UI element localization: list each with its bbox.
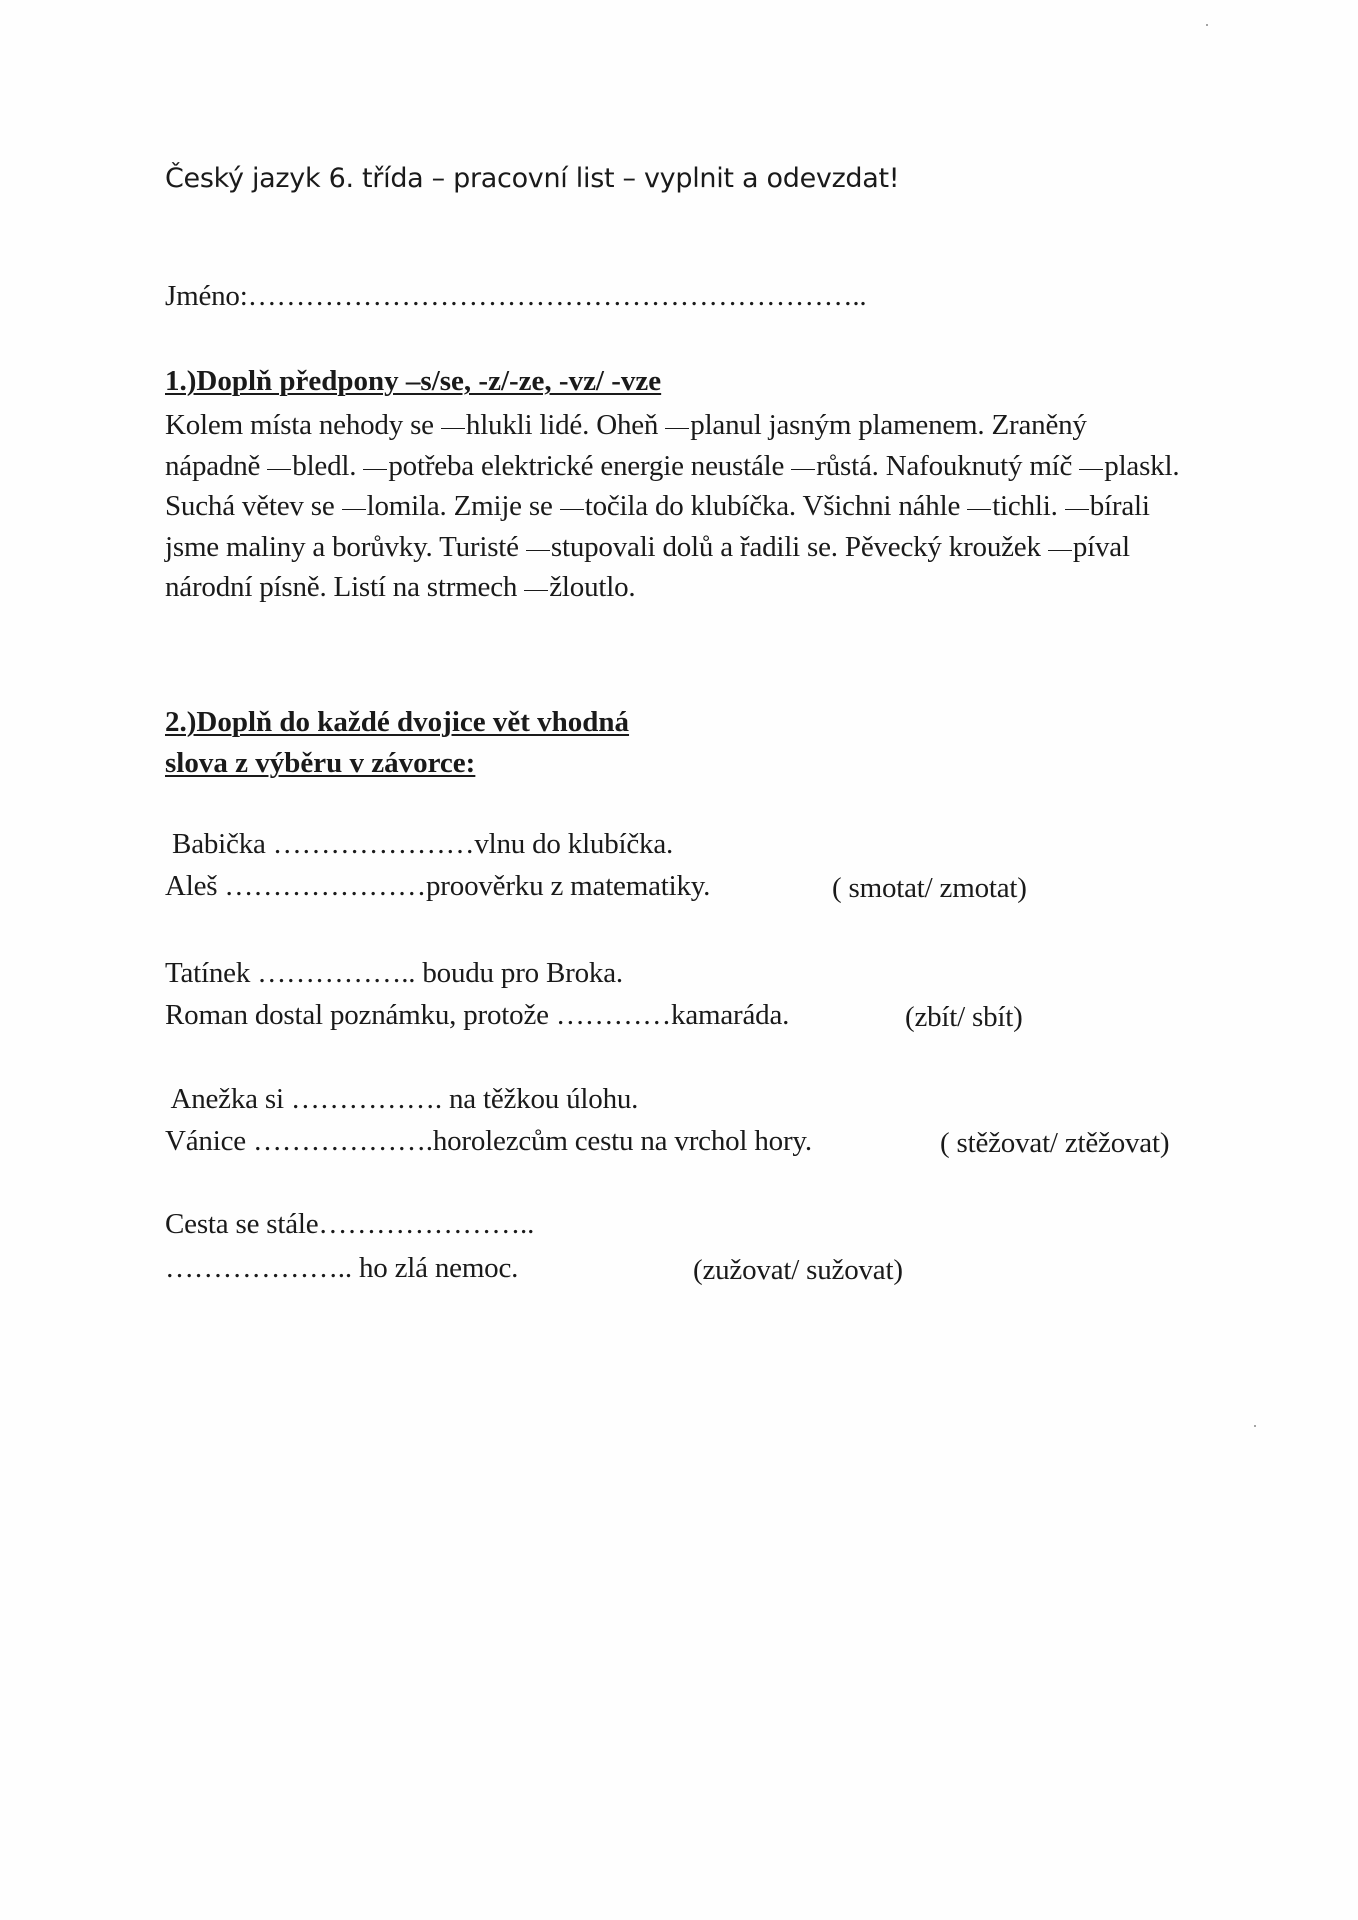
fill-blank	[342, 509, 366, 510]
task1-text: plaskl. Suchá větev se	[165, 449, 1180, 522]
fill-blank	[791, 469, 815, 470]
exercise-sentence: Babička …………………vlnu do klubíčka.	[165, 828, 674, 860]
exercise-sentence: Anežka si ……………. na těžkou úlohu.	[165, 1083, 639, 1115]
fill-blank	[441, 428, 465, 429]
task2-heading-line1: 2.)Doplň do každé dvojice vět vhodná	[165, 706, 630, 738]
scan-speck	[1206, 24, 1208, 26]
fill-blank	[967, 509, 991, 510]
scan-speck	[1254, 1425, 1256, 1427]
task1-text: hlukli lidé. Oheň	[465, 409, 666, 441]
fill-blank	[1048, 550, 1072, 551]
task1-paragraph	[165, 405, 1185, 608]
fill-blank	[665, 428, 689, 429]
word-choice: (zbít/ sbít)	[905, 1001, 1023, 1033]
task1-text: lomila. Zmije se	[366, 490, 560, 522]
exercise-sentence: ……………….. ho zlá nemoc.	[165, 1252, 519, 1284]
exercise-sentence: Tatínek …………….. boudu pro Broka.	[165, 957, 623, 989]
task1-text: točila do klubíčka. Všichni náhle	[584, 490, 968, 522]
fill-blank	[1065, 509, 1089, 510]
fill-blank	[526, 550, 550, 551]
worksheet-title: Český jazyk 6. třída – pracovní list – vyplnit a odevzdat!	[165, 163, 900, 194]
name-field-line: Jméno:………………………………………………………..	[165, 280, 867, 312]
exercise-sentence: Roman dostal poznámku, protože …………kamaráda.	[165, 999, 790, 1031]
word-choice: (zužovat/ sužovat)	[693, 1254, 903, 1286]
task1-text: potřeba elektrické energie neustále	[388, 449, 792, 482]
fill-blank	[524, 590, 548, 591]
exercise-sentence: Aleš …………………proověrku z matematiky.	[165, 870, 711, 902]
task1-text: Kolem místa nehody se	[165, 409, 441, 441]
task1-text: stupovali dolů a řadili se. Pěvecký kroužek	[550, 530, 1048, 563]
exercise-sentence: Cesta se stále…………………..	[165, 1208, 535, 1240]
fill-blank	[267, 469, 291, 470]
task1-heading: 1.)Doplň předpony –s/se, -z/-ze, -vz/ -vze	[165, 365, 662, 397]
task1-text: planul jasným plamenem. Zraněný nápadně	[165, 409, 1087, 482]
task1-text: tichli.	[992, 490, 1065, 522]
word-choice: ( stěžovat/ ztěžovat)	[940, 1127, 1170, 1159]
fill-blank	[560, 509, 584, 510]
task1-text: bírali jsme maliny a borůvky. Turisté	[165, 490, 1150, 563]
fill-blank	[363, 469, 387, 470]
task1-text: růstá. Nafouknutý míč	[816, 449, 1080, 482]
task2-heading	[165, 702, 629, 784]
task1-text: žloutlo.	[549, 571, 636, 603]
task1-text: bledl.	[292, 449, 364, 482]
word-choice: ( smotat/ zmotat)	[832, 872, 1027, 904]
task2-heading-line2: slova z výběru v závorce:	[165, 747, 476, 779]
exercise-sentence: Vánice ……………….horolezcům cestu na vrchol hory.	[165, 1125, 812, 1157]
task1-text: píval národní písně. Listí na strmech	[165, 530, 1130, 603]
fill-blank	[1079, 469, 1103, 470]
